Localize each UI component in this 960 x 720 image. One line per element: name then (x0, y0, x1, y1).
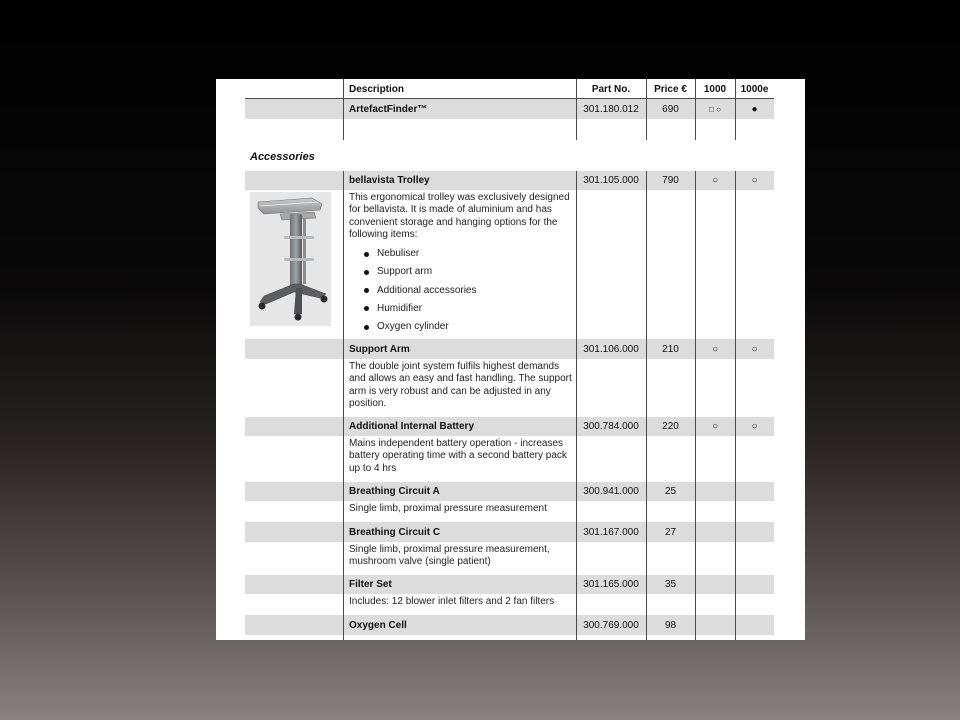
header-model-1000e: 1000e (740, 84, 769, 95)
item-model-1000e: ○ (751, 175, 758, 186)
item-price: 27 (664, 527, 677, 538)
header-model-1000: 1000 (703, 84, 727, 95)
item-price: 98 (664, 620, 677, 631)
item-part-no: 301.167.000 (583, 527, 639, 538)
feature-item: Oxygen cylinder (363, 321, 477, 339)
item-name: Breathing Circuit A (349, 486, 440, 497)
item-model-1000e: ○ (751, 421, 758, 432)
item-name: Oxygen Cell (349, 620, 407, 631)
item-description: Mains independent battery operation - increases battery operating time with a second battery pack up to 4 hrs (349, 438, 567, 474)
item-name: Filter Set (349, 579, 392, 590)
item-description: Includes: 12 blower inlet filters and 2 fan filters (349, 596, 555, 607)
item-part-no: 300.784.000 (583, 421, 639, 432)
col-rule-1b (343, 171, 344, 640)
item-model-1000: ○ (711, 344, 719, 355)
item-part-no: 300.769.000 (583, 620, 639, 631)
header-part-no: Part No. (591, 84, 631, 95)
item-part-no: 300.941.000 (583, 486, 639, 497)
trolley-feature-list (363, 248, 477, 339)
item-price: 210 (662, 344, 679, 355)
feature-item: Humidifier (363, 303, 477, 321)
feature-item: Additional accessories (363, 285, 477, 303)
col-rule-5b (735, 171, 736, 640)
trolley-photo (250, 192, 331, 326)
item-part-no: 301.165.000 (583, 579, 639, 590)
feature-item: Support arm (363, 266, 477, 284)
item-model-1000e: ○ (751, 344, 758, 355)
header-description: Description (349, 84, 405, 95)
item-model-1000: ○ (711, 421, 719, 432)
top-item-part-no: 301.180.012 (583, 104, 639, 115)
item-price: 25 (664, 486, 677, 497)
col-rule-1 (343, 79, 344, 140)
item-price: 35 (664, 579, 677, 590)
top-item-name: ArtefactFinder™ (349, 104, 428, 115)
top-item-model-1000: □ ○ (709, 105, 721, 114)
item-part-no: 301.105.000 (583, 175, 639, 186)
section-title: Accessories (250, 151, 315, 163)
top-item-price: 690 (662, 104, 679, 115)
item-description: The double joint system fulfils highest demands and allows an easy and fast handling. The support arm is very robust and can be adjusted in any position. (349, 361, 572, 409)
item-name: Additional Internal Battery (349, 421, 475, 432)
trolley-illustration (250, 192, 331, 326)
price-list-sheet (216, 79, 805, 640)
item-name: Support Arm (349, 344, 410, 355)
item-name: bellavista Trolley (349, 175, 430, 186)
header-price: Price € (654, 84, 687, 95)
item-price: 790 (662, 175, 679, 186)
item-description: This ergonomical trolley was exclusively designed for bellavista. It is made of aluminium and has convenient storage and hanging options for the following items: (349, 192, 570, 240)
col-rule-3b (646, 171, 647, 640)
item-price: 220 (662, 421, 679, 432)
item-name: Breathing Circuit C (349, 527, 441, 538)
feature-item: Nebuliser (363, 248, 477, 266)
item-part-no: 301.106.000 (583, 344, 639, 355)
top-item-model-1000e: ● (751, 104, 758, 115)
item-description: Single limb, proximal pressure measurement (349, 503, 547, 514)
item-model-1000: ○ (711, 175, 719, 186)
col-rule-4b (695, 171, 696, 640)
item-description: Single limb, proximal pressure measurement, mushroom valve (single patient) (349, 544, 550, 568)
